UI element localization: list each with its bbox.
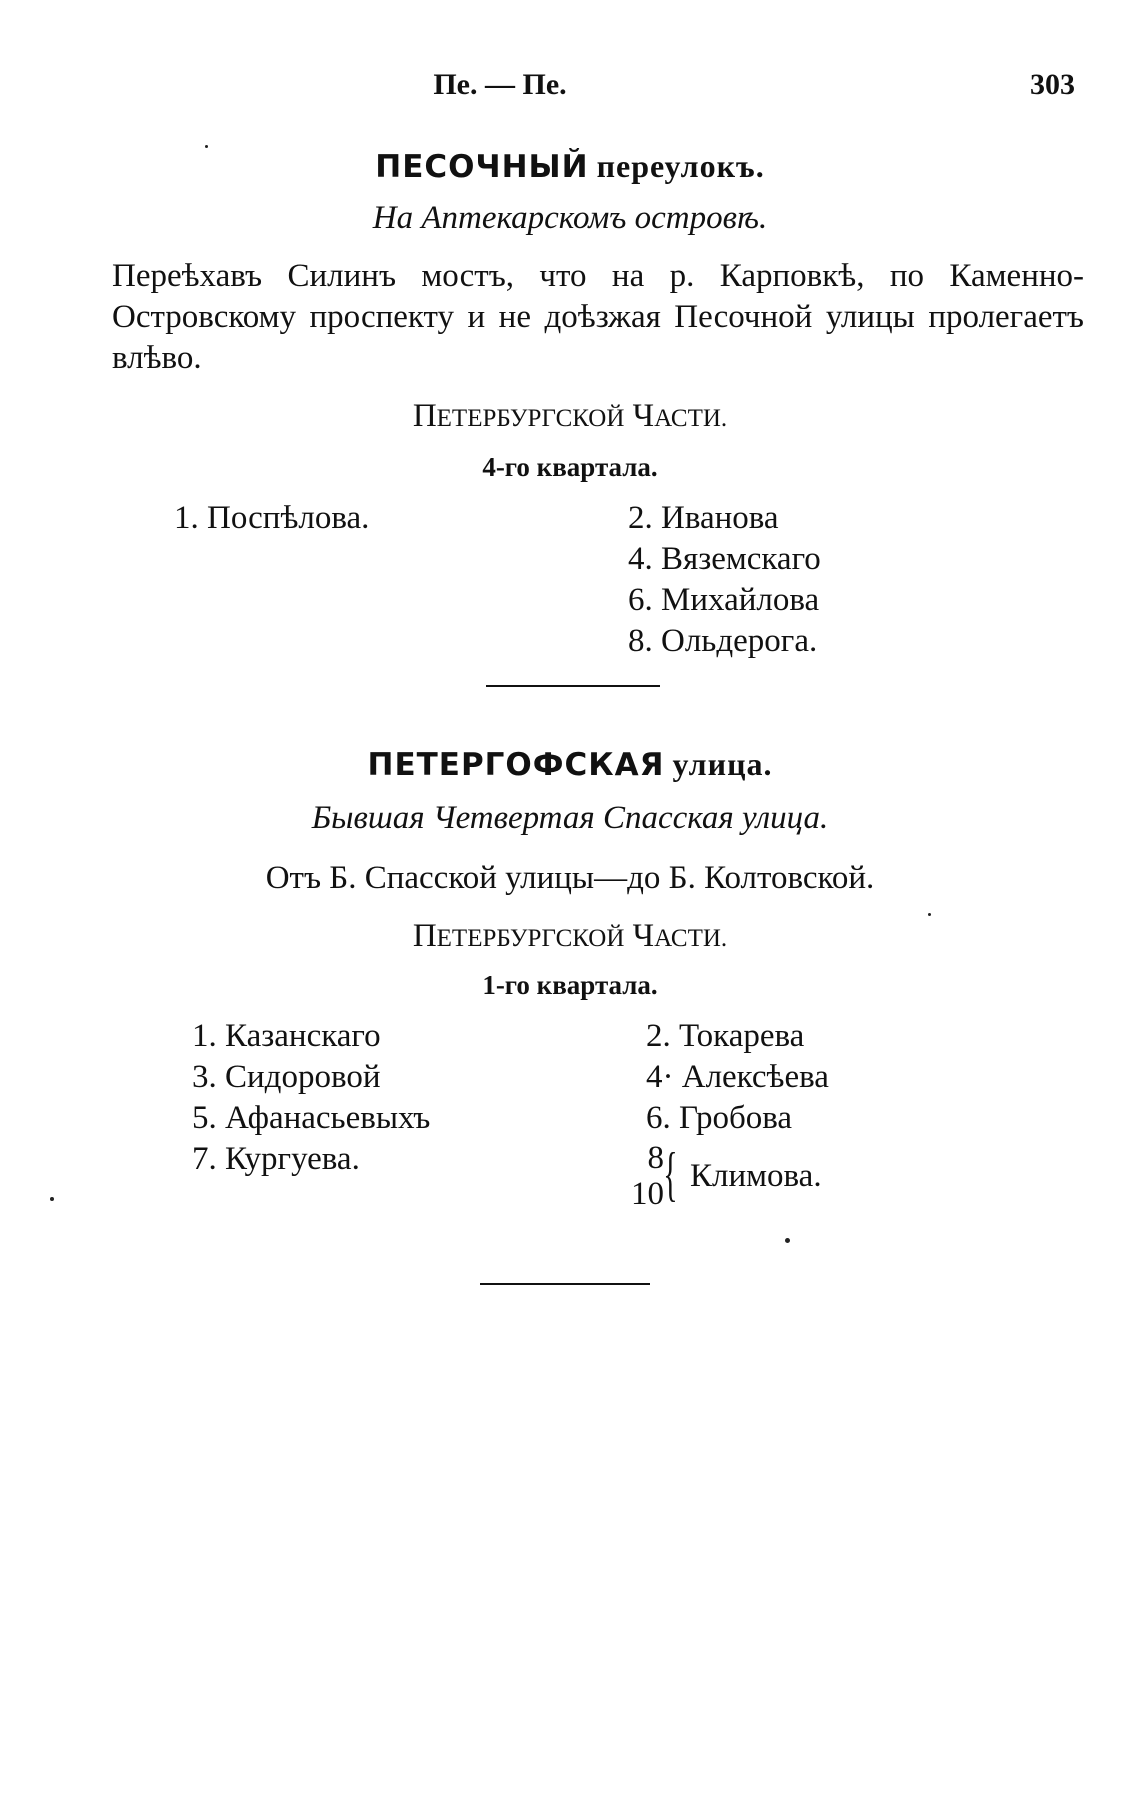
owner-entry: 1. Казанскаго xyxy=(192,1018,381,1054)
section-1-district-initial-1: П xyxy=(412,398,437,434)
section-1-district-rest-2: АСТИ. xyxy=(654,405,728,432)
section-2-district-initial-2: Ч xyxy=(632,918,655,954)
grouped-number: 10 xyxy=(631,1176,664,1212)
brace-glyph: { xyxy=(663,1141,678,1207)
owner-entry: 4. Вяземскаго xyxy=(628,541,821,577)
section-2-quarter: 1-го квартала. xyxy=(482,970,658,1000)
owner-entry: 2. Иванова xyxy=(628,500,779,536)
section-1-left-owners xyxy=(174,498,369,539)
grouped-owner-name: Климова. xyxy=(690,1158,822,1194)
owner-entry: 3. Сидоровой xyxy=(192,1059,381,1095)
section-2-district-initial-1: П xyxy=(412,918,437,954)
section-1-title xyxy=(0,148,1140,185)
section-1-district-initial-2: Ч xyxy=(632,398,655,434)
owner-entry: 6. Гробова xyxy=(646,1100,793,1136)
section-2-title xyxy=(0,746,1140,783)
section-2-district-rest-1: ЕТЕРБУРГСКОЙ xyxy=(436,925,625,952)
section-1-quarter: 4-го квартала. xyxy=(482,452,658,482)
owner-entry: 4· Алексѣева xyxy=(646,1059,829,1095)
section-1-title-name: ПЕСОЧНЫЙ xyxy=(375,149,589,185)
owner-entry: 6. Михайлова xyxy=(628,582,820,618)
grouped-owner-entry xyxy=(612,1140,912,1230)
grouped-number: 8 xyxy=(647,1140,664,1176)
owner-entry: 2. Токарева xyxy=(646,1018,805,1054)
section-2-district-rest-2: АСТИ. xyxy=(654,925,728,952)
section-1-right-owners xyxy=(628,498,821,662)
section-2-district xyxy=(0,918,1140,955)
section-1-title-kind: переулокъ. xyxy=(596,148,765,184)
section-1-subtitle: На Аптекарскомъ островѣ. xyxy=(372,200,768,236)
section-2-subtitle: Бывшая Четвертая Спасская улица. xyxy=(311,800,829,836)
owner-entry: 8. Ольдерога. xyxy=(628,623,818,659)
section-2-title-name: ПЕТЕРГОФСКАЯ xyxy=(367,747,665,783)
print-speck xyxy=(50,1197,54,1201)
section-2-route: Отъ Б. Спасской улицы—до Б. Колтовской. xyxy=(265,860,875,896)
owner-entry: 5. Афанасьевыхъ xyxy=(192,1100,431,1136)
print-speck xyxy=(928,913,931,916)
owner-entry: 1. Поспѣлова. xyxy=(174,500,370,536)
page-number: 303 xyxy=(1030,68,1075,101)
section-2-title-kind: улица. xyxy=(672,746,773,782)
section-2-right-owners xyxy=(646,1016,829,1139)
print-speck xyxy=(785,1238,790,1243)
print-speck xyxy=(205,145,208,148)
section-2-left-owners xyxy=(192,1016,430,1180)
section-1-description: Переѣхавъ Силинъ мостъ, что на р. Карповкѣ, по Каменно-Островскому проспекту и не доѣзжая Песочной улицы пролегаетъ влѣво. xyxy=(112,258,1084,376)
section-1-district-rest-1: ЕТЕРБУРГСКОЙ xyxy=(436,405,625,432)
owner-entry: 7. Кургуева. xyxy=(192,1141,360,1177)
running-title: Пе. — Пе. xyxy=(433,68,567,101)
section-divider xyxy=(480,1283,650,1285)
section-divider xyxy=(486,685,660,687)
section-1-district xyxy=(0,398,1140,435)
